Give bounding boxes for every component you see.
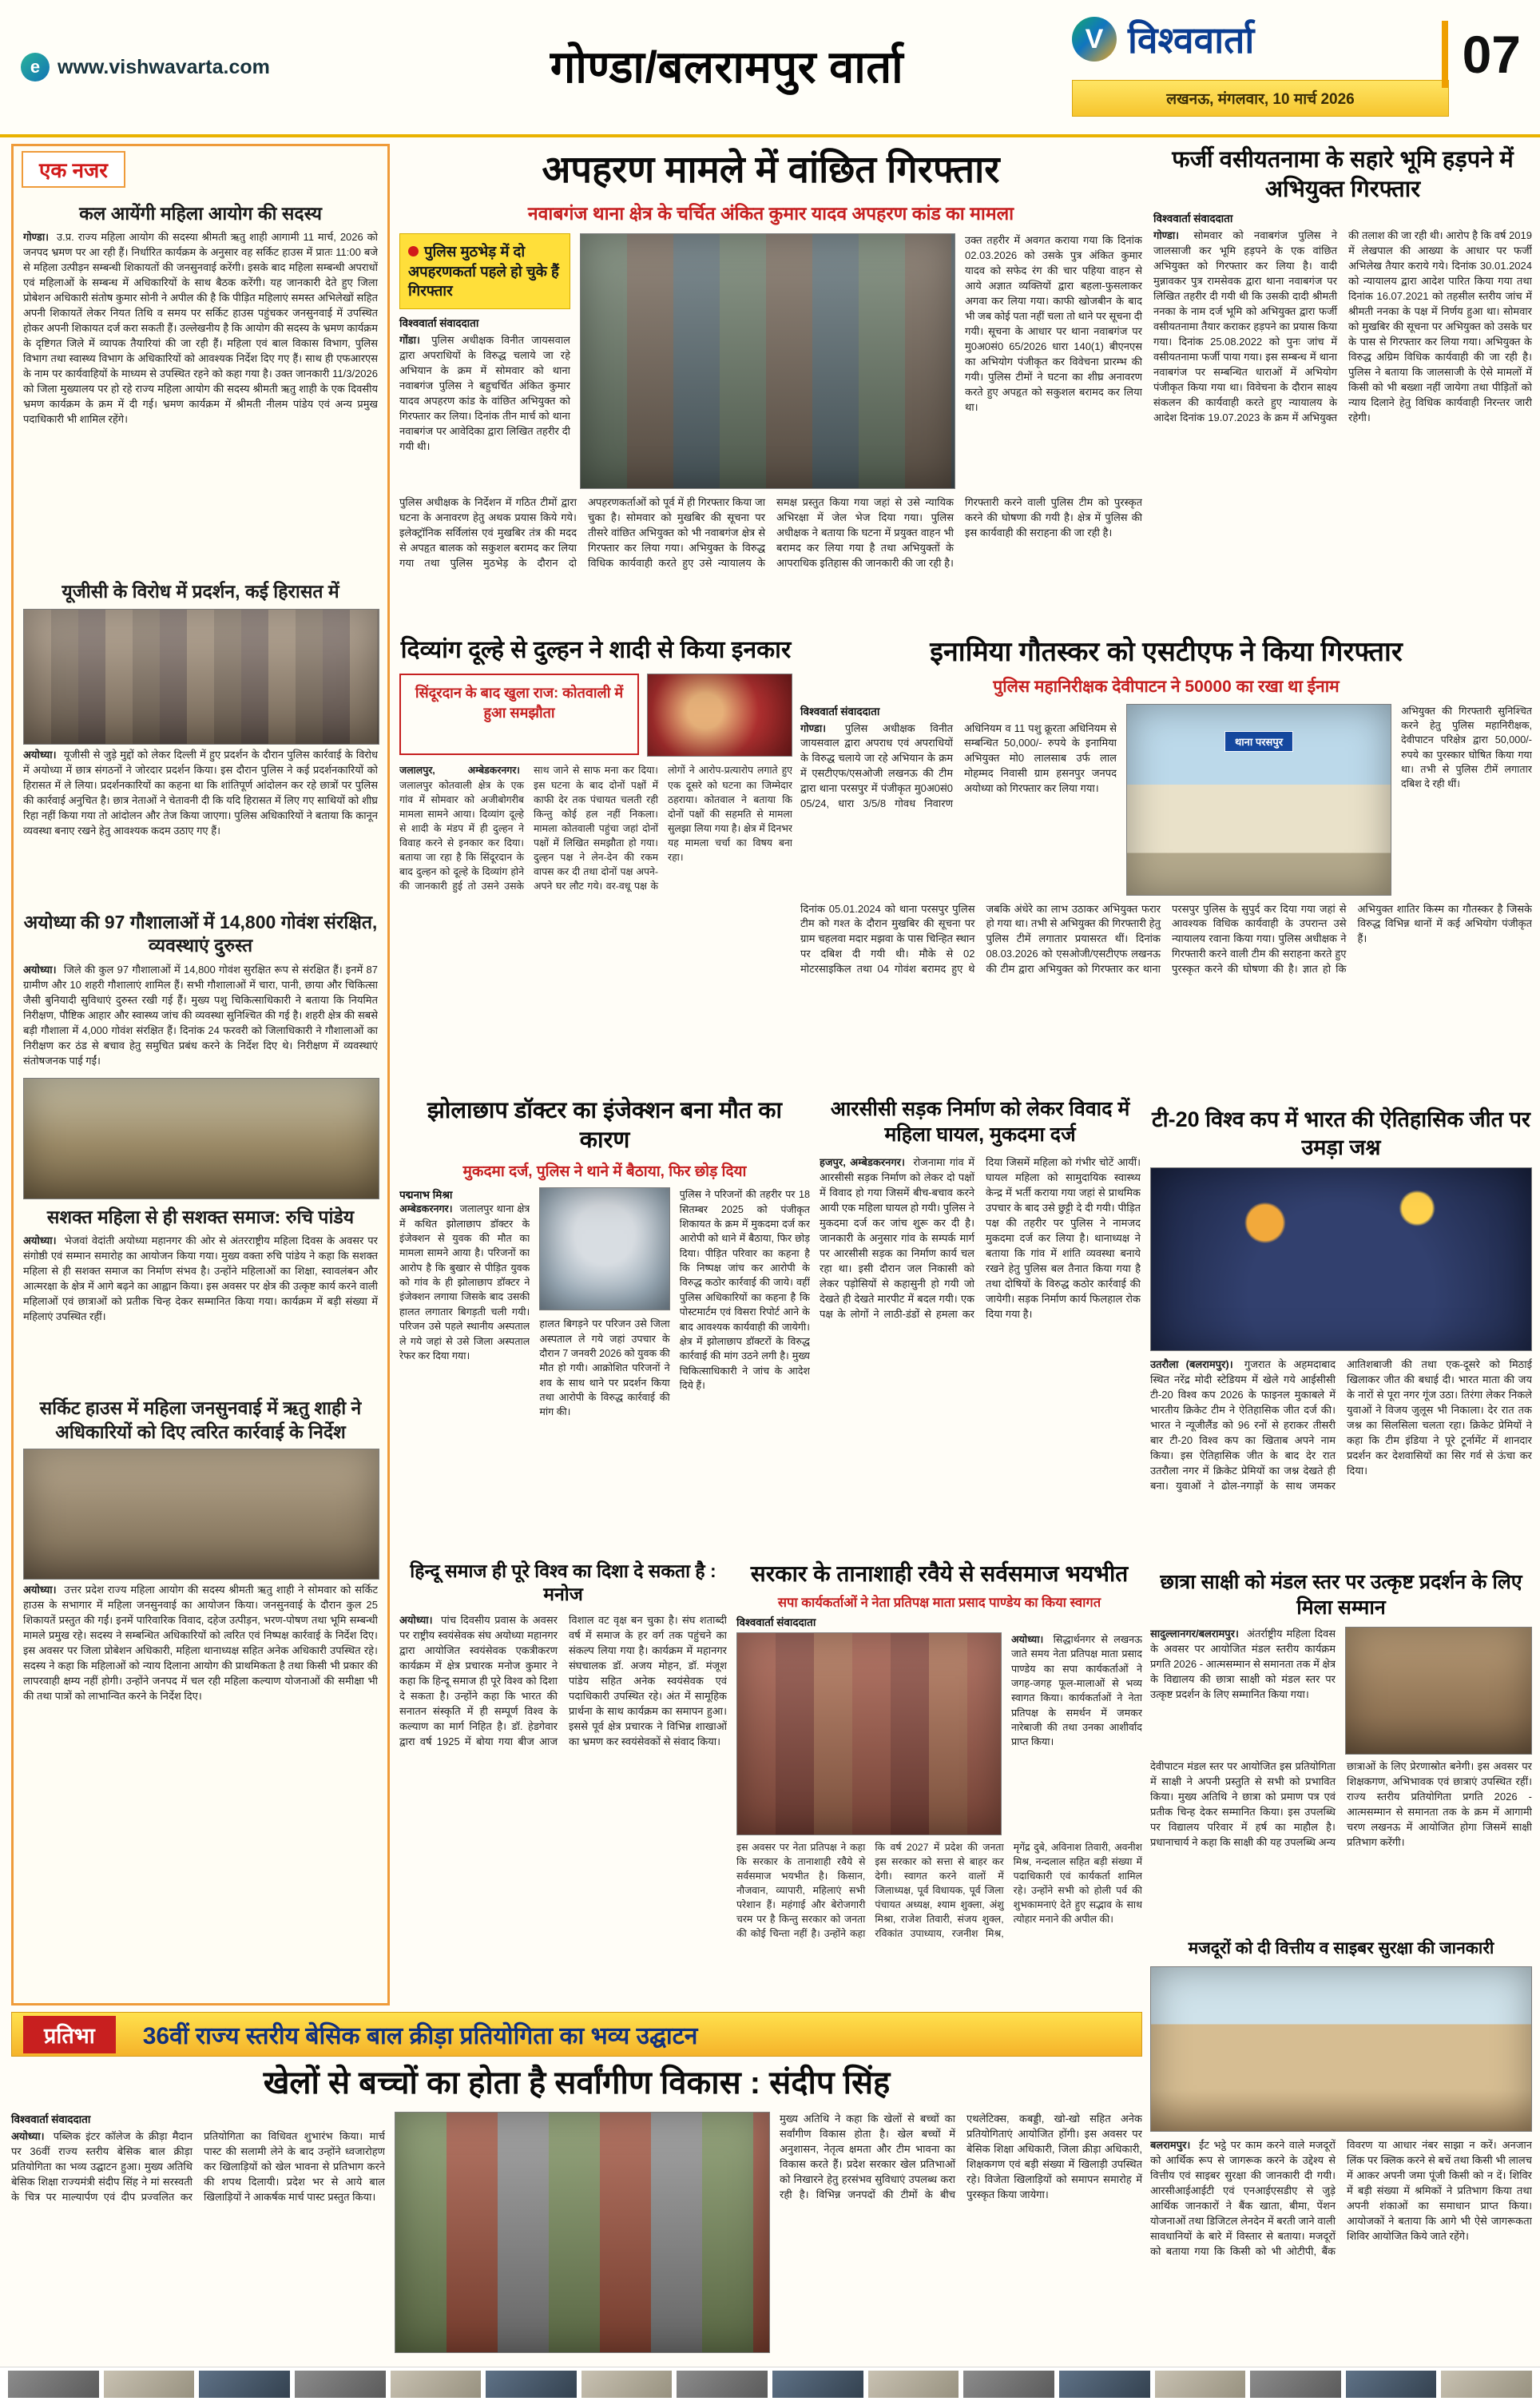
- body-text: अभियुक्त की गिरफ्तारी सुनिश्चित करने हेतु पुलिस महानिरीक्षक, देवीपाटन परिक्षेत्र द्वारा 50,000/- रुपये का पुरस्कार घोषित किया गया था। तभी से पुलिस टीमें लगातार दबिश दे रही थीं।: [1401, 705, 1532, 790]
- byline: विश्ववार्ता संवाददाता: [1153, 213, 1233, 225]
- masthead-title: गोण्डा/बलरामपुर वार्ता: [550, 42, 904, 92]
- article-headline: फर्जी वसीयतनामा के सहारे भूमि हड़पने में अभियुक्त गिरफ्तार: [1172, 147, 1514, 203]
- dateline: अम्बेडकरनगर।: [399, 1203, 453, 1215]
- body-text: यूजीसी से जुड़े मुद्दों को लेकर दिल्ली में हुए प्रदर्शन के दौरान पुलिस कार्रवाई के विरोध में अयोध्या में छात्र संगठनों ने जोरदार प्रदर्शन किया। इस दौरान पुलिस ने कई प्रदर्शनकारियों को हिरासत में ले लिया। प्रदर्शनकारियों का कहना था कि शांतिपूर्ण आंदोलन कर रहे छात्रों पर पुलिस की कार्रवाई अनुचित है। छात्र नेताओं ने चेतावनी दी कि यदि हिरासत में लिए गए साथियों को शीघ्र रिहा नहीं किया गया तो आंदोलन और तेज किया जाएगा। पुलिस अधिकारियों ने बताया कि कानून व्यवस्था बनाए रखने हेतु आवश्यक कदम उठाए गए हैं।: [23, 748, 378, 837]
- body-text: जिले की कुल 97 गौशालाओं में 14,800 गोवंश सुरक्षित रूप से संरक्षित हैं। इनमें 87 ग्रामीण और 10 शहरी गौशालाएं शामिल हैं। सभी गौशालाओं में चारा, पानी, छाया और चिकित्सा जैसी बुनियादी सुविधाएं दुरुस्त रखी गई हैं। मुख्य पशु चिकित्साधिकारी ने बताया कि नियमित निरीक्षण, पौष्टिक आहार और स्वास्थ्य जांच की व्यवस्था सुनिश्चित की गई है। शहरी क्षेत्र की सबसे बड़ी गौशाला में 4,000 गोवंश संरक्षित हैं। दिनांक 24 फरवरी को जिलाधिकारी ने गौशालाओं का निरीक्षण कर ठंड से बचाव हेतु समुचित प्रबंध करने के निर्देश दिए थे। निरीक्षण में व्यवस्थाएं संतोषजनक पाई गईं।: [23, 963, 378, 1067]
- brief-headline: यूजीसी के विरोध में प्रदर्शन, कई हिरासत में: [62, 581, 339, 602]
- body-text: ईंट भट्ठे पर काम करने वाले मजदूरों को आर्थिक रूप से जागरूक करने के उद्देश्य से वित्तीय एवं साइबर सुरक्षा की जानकारी दी गयी। आरसीआईआईटी एवं एनआईएसडीए से जुड़े आर्थिक जानकारों ने बैंक खाता, बीमा, पेंशन योजनाओं तथा डिजिटल लेनदेन में बरती जाने वाली सावधानियों के बारे में विस्तार से बताया। मजदूरों को बताया गया कि किसी को भी ओटीपी, बैंक विवरण या आधार नंबर साझा न करें। अनजान लिंक पर क्लिक करने से बचें तथा किसी भी लालच में आकर अपनी जमा पूंजी किसी को न दें। शिविर में बड़ी संख्या में श्रमिकों ने प्रतिभाग किया तथा अपनी शंकाओं का समाधान प्राप्त किया। आयोजकों ने बताया कि आगे भी ऐसे जागरूकता शिविर आयोजित किये जाते रहेंगे।: [1150, 2138, 1532, 2257]
- article-body: पुलिस ने परिजनों की तहरीर पर 18 सितम्बर 2025 को पंजीकृत शिकायत के क्रम में मुकदमा दर्ज कर आरोपी को थाने में बैठाया, फिर छोड़ दिया। पीड़ित परिवार का कहना है कि निष्पक्ष जांच कर आरोपी के विरुद्ध कठोर कार्रवाई की जाये। वहीं पुलिस अधिकारियों का कहना है कि पोस्टमार्टम एवं विसरा रिपोर्ट आने के बाद आवश्यक कार्यवाही की जायेगी। क्षेत्र में झोलाछाप डॉक्टरों के विरुद्ध कार्रवाई की मांग उठने लगी है। मुख्य चिकित्साधिकारी ने जांच के आदेश दिये हैं।: [679, 1189, 810, 1392]
- article-body: [1153, 229, 1532, 612]
- public-hearing-photo: [23, 1449, 379, 1580]
- article-sports-inauguration: [11, 2063, 1142, 2362]
- dateline: जलालपुर, अम्बेडकरनगर।: [399, 765, 520, 777]
- award-ceremony-photo: [1345, 1627, 1532, 1755]
- article-body: [11, 2129, 385, 2350]
- highlight-text: पुलिस मुठभेड़ में दो अपहरणकर्ता पहले हो चुके हैं गिरफ्तार: [408, 243, 559, 299]
- dateline: उतरौला (बलरामपुर)।: [1150, 1358, 1233, 1371]
- page-number: 07: [1442, 21, 1527, 88]
- body-text: रोजनामा गांव में आरसीसी सड़क निर्माण को लेकर दो पक्षों में विवाद हो गया जिसमें बीच-बचाव करने आयी एक महिला घायल हो गयी। पुलिस ने मुकदमा दर्ज कर जांच शु्रू कर दी है। जानकारी के अनुसार गांव के सम्पर्क मार्ग पर आरसीसी सड़क का निर्माण कार्य चल रहा था। इसी दौरान जल निकासी को लेकर पड़ोसियों से कहासुनी हो गयी जो देखते ही देखते मारपीट में बदल गयी। एक पक्ष के लोगों ने लाठी-डंडों से हमला कर दिया जिसमें महिला को गंभीर चोटें आयीं। घायल महिला को सामुदायिक स्वास्थ्य केन्द्र में भर्ती कराया गया जहां से प्राथमिक उपचार के बाद उसे छुट्टी दे दी गयी। पीड़ित पक्ष की तहरीर पर पुलिस ने नामजद मुकदमा दर्ज कर लिया है। थानाध्यक्ष ने बताया कि गांव में शांति व्यवस्था बनाये रखने हेतु पुलिस बल तैनात किया गया है तथा दोषियों के विरुद्ध कठोर कार्रवाई की जायेगी। सड़क निर्माण कार्य फिलहाल रोक दिया गया है।: [820, 1156, 1141, 1320]
- strip-thumbnail: [677, 2371, 768, 2398]
- article-worker-awareness: [1150, 1938, 1532, 2359]
- byline: पद्मनाभ मिश्रा: [399, 1189, 453, 1202]
- dateline: अयोध्या।: [11, 2130, 45, 2143]
- article-subhead: मुकदमा दर्ज, पुलिस ने थाने में बैठाया, फिर छोड़ दिया: [462, 1163, 747, 1181]
- dateline: गोण्डा।: [1153, 229, 1180, 242]
- article-body: [23, 748, 378, 904]
- body-text: भेजवां वेदांती अयोध्या महानगर की ओर से अंतरराष्ट्रीय महिला दिवस के अवसर पर संगोष्ठी एवं सम्मान समारोह का आयोजन किया गया। मुख्य वक्ता रुचि पांडेय ने कहा कि सशक्त महिला से ही सशक्त समाज का निर्माण संभव है। उन्होंने महिलाओं का शिक्षा, स्वावलंबन और आत्मरक्षा के क्षेत्र में आगे बढ़ने का आह्वान किया। इस अवसर पर क्षेत्र की उत्कृष्ट कार्य करने वाली महिलाओं एवं छात्राओं को प्रतीक चिन्ह देकर सम्मानित किया गया। कार्यक्रम में बड़ी संख्या में महिलाएं उपस्थित रहीं।: [23, 1234, 378, 1323]
- station-signboard: थाना परसपुर: [1224, 731, 1293, 752]
- article-body: देवीपाटन मंडल स्तर पर आयोजित इस प्रतियोगिता में साक्षी ने अपनी प्रस्तुति से सभी को प्रभावित किया। मुख्य अतिथि ने छात्रा को प्रमाण पत्र एवं प्रतीक चिन्ह देकर सम्मानित किया। इस उपलब्धि पर विद्यालय परिवार में हर्ष का माहौल है। प्रधानाचार्य ने कहा कि साक्षी की यह उपलब्धि अन्य छात्राओं के लिए प्रेरणास्रोत बनेगी। इस अवसर पर शिक्षकगण, अभिभावक एवं छात्राएं उपस्थित रहीं। राज्य स्तरीय प्रतियोगिता प्रगति 2026 - आत्मसम्मान से समानता तक के क्रम में आगामी चरण लखनऊ में आयोजित होगा जिसमें साक्षी प्रतिभाग करेंगी।: [1150, 1760, 1532, 1848]
- section-label-ek-najar: एक नजर: [22, 151, 125, 188]
- article-body: [399, 1202, 530, 1534]
- article-headline: छात्रा साक्षी को मंडल स्तर पर उत्कृष्ट प्रदर्शन के लिए मिला सम्मान: [1160, 1571, 1522, 1619]
- bullet-icon: [408, 246, 419, 256]
- body-text: उत्तर प्रदेश राज्य महिला आयोग की सदस्य श्रीमती ऋतु शाही ने सोमवार को सर्किट हाउस के सभागार में महिला जनसुनवाई का आयोजन किया। जनसुनवाई के दौरान कुल 25 शिकायतें प्रस्तुत की गईं। इनमें पारिवारिक विवाद, दहेज उत्पीड़न, भरण-पोषण तथा भूमि सम्बन्धी मामले प्रमुख रहे। सदस्य ने सम्बन्धित अधिकारियों को त्वरित एवं निष्पक्ष कार्रवाई के निर्देश दिए। इस अवसर पर जिला प्रोबेशन अधिकारी, महिला थानाध्यक्ष सहित अनेक अधिकारी उपस्थित रहे। सदस्य ने कहा कि महिलाओं को न्याय दिलाना आयोग की प्राथमिकता है तथा किसी भी प्रकार की लापरवाही क्षम्य नहीं होगी। उन्होंने जनपद में चल रही महिला कल्याण योजनाओं की समीक्षा भी की तथा पात्रों को लाभान्वित करने के निर्देश दिए।: [23, 1584, 378, 1702]
- brief-headline: सर्किट हाउस में महिला जनसुनवाई में ऋतु शाही ने अधिकारियों को दिए त्वरित कार्रवाई के निर्देश: [39, 1397, 362, 1442]
- article-body: [399, 763, 792, 1051]
- dateline: बलरामपुर।: [1150, 2138, 1191, 2151]
- article-headline: मजदूरों को दी वित्तीय व साइबर सुरक्षा की जानकारी: [1188, 1939, 1494, 1958]
- brief-headline: अयोध्या की 97 गौशालाओं में 14,800 गोवंश संरक्षित, व्यवस्थाएं दुरुस्त: [23, 911, 378, 956]
- kicker-box: सिंदूरदान के बाद खुला राज: कोतवाली में हुआ समझौता: [399, 674, 639, 755]
- inauguration-lamp-photo: [395, 2112, 770, 2353]
- brief-circuit-house-hearing: [23, 1397, 378, 1870]
- body-text: जलालपुर थाना क्षेत्र में कथित झोलाछाप डॉक्टर के इंजेक्शन से युवक की मौत का मामला सामने आया है। परिजनों का आरोप है कि बुखार से पीड़ित युवक को गांव के ही झोलाछाप डॉक्टर ने इंजेक्शन लगाया जिसके बाद उसकी हालत लगातार बिगड़ती चली गयी। परिजन उसे पहले स्थानीय अस्पताल ले गये जहां से उसे जिला अस्पताल रेफर कर दिया गया।: [399, 1203, 530, 1361]
- body-text: जलालपुर कोतवाली क्षेत्र के एक गांव में सोमवार को अजीबोगरीब मामला सामने आया। दिव्यांग दूल्हे से शादी के मंडप में ही दुल्हन ने विवाह करने से इनकार कर दिया। बताया जा रहा है कि सिंदूरदान के बाद दुल्हन को दूल्हे के दिव्यांग होने की जानकारी हुई तो उसने उसके साथ जाने से साफ मना कर दिया। इस घटना के बाद दोनों पक्षों में काफी देर तक पंचायत चलती रही किन्तु कोई हल नहीं निकला। मामला कोतवाली पहुंचा जहां दोनों पक्षों में लिखित समझौता हो गया। दुल्हन पक्ष ने लेन-देन की रकम वापस कर दी तथा दोनों पक्ष अपने-अपने घर लौट गये। वर-वधू पक्ष के लोगों ने आरोप-प्रत्यारोप लगाते हुए एक दूसरे को घटना का जिम्मेदार ठहराया। कोतवाल ने बताया कि दोनों पक्षों की सहमति से मामला सुलझा लिया गया है। क्षेत्र में दिनभर यह मामला चर्चा का विषय बना रहा।: [399, 765, 792, 892]
- brief-women-empowerment: [23, 1206, 378, 1390]
- dateline: अयोध्या।: [23, 1584, 57, 1596]
- article-body: [23, 1234, 378, 1390]
- article-headline: सरकार के तानाशाही रवैये से सर्वसमाज भयभीत: [750, 1561, 1129, 1586]
- night-celebration-photo: [1150, 1167, 1532, 1351]
- edition-dateline: लखनऊ, मंगलवार, 10 मार्च 2026: [1072, 80, 1449, 117]
- dateline: अयोध्या।: [1011, 1633, 1044, 1645]
- article-subhead: पुलिस महानिरीक्षक देवीपाटन ने 50000 का रखा था ईनाम: [993, 677, 1340, 696]
- article-headline: आरसीसी सड़क निर्माण को लेकर विवाद में महिला घायल, मुकदमा दर्ज: [830, 1098, 1130, 1146]
- article-subhead: सपा कार्यकर्ताओं ने नेता प्रतिपक्ष माता प्रसाद पाण्डेय का किया स्वागत: [777, 1595, 1101, 1610]
- article-headline: खेलों से बच्चों का होता है सर्वांगीण विकास : संदीप सिंह: [263, 2065, 891, 2101]
- article-sakshi-award: [1150, 1569, 1532, 1929]
- article-hindu-samaj: [399, 1560, 727, 2004]
- article-headline: दिव्यांग दूल्हे से दुल्हन ने शादी से किया इनकार: [400, 637, 792, 663]
- strip-thumbnail: [1155, 2371, 1246, 2398]
- article-body: हालत बिगड़ने पर परिजन उसे जिला अस्पताल ले गये जहां उपचार के दौरान 7 जनवरी 2026 को युवक की मौत हो गयी। आक्रोशित परिजनों ने शव के साथ थाने पर प्रदर्शन किया तथा आरोपी के विरुद्ध कार्रवाई की मांग की।: [539, 1318, 670, 1418]
- strip-thumbnail: [199, 2371, 290, 2398]
- police-station-photo: [1126, 704, 1391, 896]
- vishwavarta-globe-logo: e: [21, 53, 50, 81]
- body-text: सोमवार को नवाबगंज पुलिस ने जालसाजी कर भूमि हड़पने के एक वांछित अभियुक्त को गिरफ्तार कर लिया है। वादी मुन्नावकर पुत्र रामसेवक द्वारा थाना नवाबगंज पर लिखित तहरीर दी गयी थी कि उसकी दादी श्रीमती ननका के नाम दर्ज भूमि को अभियुक्त द्वारा फर्जी वसीयतनामा तैयार कराकर हड़पने का प्रयास किया गया। दिनांक 25.08.2022 को पुनः जांच में वसीयतनामा फर्जी पाया गया। इस सम्बन्ध में थाना नवाबगंज पर सम्बन्धित धाराओं में अभियोग पंजीकृत किया गया था। विवेचना के दौरान साक्ष्य संकलन की कार्यवाही करते हुए न्यायालय के आदेश दिनांक 19.07.2023 के क्रम में अभियुक्त की तलाश की जा रही थी। आरोप है कि वर्ष 2019 में लेखपाल की आख्या के आधार पर फर्जी अभिलेख तैयार कराये गये। दिनांक 30.01.2024 को न्यायालय द्वारा आदेश पारित किया गया तथा दिनांक 16.07.2021 को तहसील स्तरीय जांच में श्रीमती ननका के पक्ष में निर्णय हुआ था। सोमवार को मुखबिर की सूचना पर अभियुक्त को उसके घर के पास से गिरफ्तार कर लिया गया। अभियुक्त के विरुद्ध अग्रिम विधिक कार्यवाही की जा रही है। पुलिस ने बताया कि जालसाजी के ऐसे मामलों में किसी को भी बख्शा नहीं जायेगा तथा पीड़ितों को न्याय दिलाने हेतु विधिक कार्यवाही निरन्तर जारी रहेगी।: [1153, 229, 1532, 423]
- highlight-box: [399, 233, 570, 309]
- article-headline: झोलाछाप डॉक्टर का इंजेक्शन बना मौत का कारण: [427, 1098, 783, 1154]
- byline: विश्ववार्ता संवाददाता: [11, 2113, 91, 2126]
- protest-crowd-photo: [23, 609, 379, 745]
- brief-gaushala: [23, 911, 378, 1199]
- article-forged-will: [1153, 145, 1532, 625]
- dateline: सादुल्लानगर/बलरामपुर।: [1150, 1628, 1239, 1640]
- dateline: अयोध्या।: [23, 1234, 57, 1247]
- body-text: पब्लिक इंटर कॉलेज के क्रीड़ा मैदान पर 36वीं राज्य स्तरीय बेसिक बाल क्रीड़ा प्रतियोगिता का भव्य उद्घाटन हुआ। मुख्य अतिथि बेसिक शिक्षा राज्यमंत्री संदीप सिंह ने मां सरस्वती के चित्र पर माल्यार्पण एवं दीप प्रज्वलित कर प्रतियोगिता का विधिवत शुभारंभ किया। मार्च पास्ट की सलामी लेने के बाद उन्होंने ध्वजारोहण कर खिलाड़ियों को खेल भावना से प्रतिभाग करने की शपथ दिलायी। प्रदेश भर से आये बाल खिलाड़ियों ने आकर्षक मार्च पास्ट प्रस्तुत किया।: [11, 2130, 385, 2204]
- article-body: [23, 1583, 378, 1870]
- strip-thumbnail: [1441, 2371, 1532, 2398]
- page-header: [0, 0, 1540, 137]
- welcome-garland-photo: [736, 1632, 1002, 1835]
- brick-kiln-workers-photo: [1150, 1966, 1532, 2132]
- strip-thumbnail: [391, 2371, 482, 2398]
- strip-thumbnail: [581, 2371, 673, 2398]
- body-text: पुलिस अधीक्षक विनीत जायसवाल द्वारा अपराध एवं अपराधियों के विरुद्ध चलाये जा रहे अभियान के क्रम में एसटीएफ/एसओजी लखनऊ की टीम द्वारा थाना परसपुर में पंजीकृत मु0अ0सं0 05/24, धारा 3/5/8 गोवध निवारण अधिनियम व 11 पशु क्रूरता अधिनियम से सम्बन्धित 50,000/- रुपये के इनामिया अभियुक्त मो0 लालसाब उर्फ लाल मोहम्मद निवासी ग्राम हसनपुर जनपद अयोध्या को गिरफ्तार कर लिया गया।: [800, 721, 1117, 810]
- article-body: [23, 230, 378, 574]
- dateline: अयोध्या।: [23, 963, 57, 976]
- article-rcc-road-dispute: [820, 1096, 1141, 1553]
- article-headline: इनामिया गौतस्कर को एसटीएफ ने किया गिरफ्तार: [930, 637, 1403, 667]
- body-text: उ.प्र. राज्य महिला आयोग की सदस्या श्रीमती ऋतु शाही आगामी 11 मार्च, 2026 को जनपद भ्रमण पर आ रही हैं। निर्धारित कार्यक्रम के अनुसार वह सर्किट हाउस में प्रातः 11:00 बजे से महिला उत्पीड़न सम्बन्धी शिकायतों की जनसुनवाई करेंगी। इसके बाद महिला सम्बन्धी अपराधों एवं महिलाओं के सम्बन्ध में अधिकारियों के साथ बैठक करेंगी। यह जानकारी देते हुए जिला प्रोबेशन अधिकारी संतोष कुमार सोनी ने अपील की है कि पीड़ित महिलाएं समस्त अभिलेखों सहित अपनी शिकायतें लेकर नियत तिथि व समय पर सर्किट हाउस पहुंचकर जनसुनवाई में उपस्थित होकर अपनी शिकायत दर्ज करा सकती हैं। उल्लेखनीय है कि आयोग की सदस्य के भ्रमण कार्यक्रम के दृष्टिगत जिले में व्यापक तैयारियां की जा रही हैं। महिला एवं बाल विकास विभाग, पुलिस विभाग तथा स्वास्थ्य विभाग के अधिकारियों को आवश्यक निर्देश दिए गए हैं। साथ ही एफआरएस के नाम पर कार्यवाहियों के माध्यम से उपस्थित रहने को कहा गया है। उक्त जानकारी 11/3/2026 को जिला मुख्यालय पर हो रहे राज्य महिला आयोग की सदस्य श्रीमती ऋतु शाही के एक दिवसीय भ्रमण कार्यक्रम के क्रम में दी गई। भ्रमण कार्यक्रम में श्रीमती नीलम पांडेय एवं अन्य प्रमुख पदाधिकारी भी शामिल रहेंगे।: [23, 231, 378, 426]
- article-t20-celebration: [1150, 1106, 1532, 1553]
- byline: विश्ववार्ता संवाददाता: [800, 705, 880, 718]
- article-body: [1150, 1358, 1532, 1541]
- article-body: पुलिस अधीक्षक के निर्देशन में गठित टीमों द्वारा घटना के अनावरण हेतु अथक प्रयास किये गये। इलेक्ट्रॉनिक सर्विलांस एवं मुखबिर तंत्र की मदद से अपहृत बालक को सकुशल बरामद कर लिया गया तथा पुलिस मुठभेड़ के दौरान दो अपहरणकर्ताओं को पूर्व में ही गिरफ्तार किया जा चुका है। सोमवार को मुखबिर की सूचना पर तीसरे वांछित अभियुक्त को भी नवाबगंज क्षेत्र से गिरफ्तार कर लिया गया। अभियुक्त के विरुद्ध विधिक कार्यवाही करते हुए उसे न्यायालय के समक्ष प्रस्तुत किया गया जहां से उसे न्यायिक अभिरक्षा में जेल भेज दिया गया। पुलिस अधीक्षक ने बताया कि घटना में प्रयुक्त वाहन भी बरामद कर लिया गया है तथा अभियुक्तों के आपराधिक इतिहास की जानकारी की जा रही है। गिरफ्तारी करने वाली पुलिस टीम को पुरस्कृत करने की घोषणा की गयी है। क्षेत्र में पुलिस की इस कार्यवाही की सराहना की जा रही है।: [399, 496, 1142, 570]
- gaushala-cattle-photo: [23, 1078, 379, 1199]
- body-text: पांच दिवसीय प्रवास के अवसर पर राष्ट्रीय स्वयंसेवक संघ अयोध्या महानगर द्वारा आयोजित स्वयंसेवक एकत्रीकरण कार्यक्रम में क्षेत्र प्रचारक मनोज कुमार ने कहा कि हिन्दू समाज ही पूरे विश्व को दिशा दे सकता है। उन्होंने कहा कि भारत की सनातन संस्कृति में ही सम्पूर्ण विश्व के कल्याण का मार्ग निहित है। डॉ. हेडगेवार द्वारा वर्ष 1925 में बोया गया बीज आज विशाल वट वृक्ष बन चुका है। संघ शताब्दी वर्ष में समाज के हर वर्ग तक पहुंचने का संकल्प लिया गया है। कार्यक्रम में महानगर संघचालक डॉ. अजय मोहन, डॉ. मंजूश पांडेय सहित अनेक स्वयंसेवक एवं पदाधिकारी उपस्थित रहे। अंत में सामूहिक प्रार्थना के साथ कार्यक्रम का समापन हुआ। इससे पूर्व क्षेत्र प्रचारक ने विभिन्न शाखाओं का भ्रमण कर स्वयंसेवकों से संवाद किया।: [399, 1613, 727, 1747]
- article-body: [965, 233, 1142, 487]
- strip-thumbnail: [868, 2371, 959, 2398]
- body-text: गुजरात के अहमदाबाद स्थित नरेंद्र मोदी स्टेडियम में खेले गये आईसीसी टी-20 विश्व कप 2026 के फाइनल मुकाबले में भारतीय क्रिकेट टीम ने ऐतिहासिक जीत दर्ज की। भारत ने न्यूजीलैंड को 96 रनों से हराकर तीसरी बार टी-20 विश्व कप का खिताब अपने नाम किया। इस ऐतिहासिक जीत के बाद देर रात उतरौला नगर में क्रिकेट प्रेमियों का जश्न देखते ही बना। युवाओं ने ढोल-नगाड़ों के साथ जमकर आतिशबाजी की तथा एक-दूसरे को मिठाई खिलाकर जीत की बधाई दी। भारत माता की जय के नारों से पूरा नगर गूंज उठा। तिरंगा लेकर निकले युवाओं ने विजय जुलूस भी निकाला। देर रात तक जश्न का सिलसिला चलता रहा। क्रिकेट प्रेमियों ने कहा कि टीम इंडिया ने पूरे टूर्नामेंट में शानदार प्रदर्शन कर देशवासियों का सिर गर्व से ऊंचा कर दिया।: [1150, 1358, 1532, 1492]
- byline: विश्ववार्ता संवाददाता: [736, 1616, 816, 1628]
- pratibha-band: [11, 2012, 1142, 2057]
- dateline: हजपुर, अम्बेडकरनगर।: [820, 1156, 905, 1168]
- dateline: गोण्डा।: [23, 231, 50, 244]
- article-divyang-groom: [399, 635, 792, 1087]
- deceased-youth-photo: [539, 1187, 669, 1310]
- strip-thumbnail: [486, 2371, 577, 2398]
- article-body: [1401, 704, 1532, 894]
- article-cattle-smuggler: [800, 635, 1532, 1087]
- article-body: मुख्य अतिथि ने कहा कि खेलों से बच्चों का सर्वांगीण विकास होता है। खेल बच्चों में अनुशासन, नेतृत्व क्षमता और टीम भावना का विकास करते हैं। प्रदेश सरकार खेल प्रतिभाओं को निखारने हेतु हरसंभव सुविधाएं उपलब्ध करा रही है। विभिन्न जनपदों की टीमों के बीच एथलेटिक्स, कबड्डी, खो-खो सहित अनेक प्रतियोगिताएं आयोजित होंगी। इस अवसर पर बेसिक शिक्षा अधिकारी, जिला क्रीड़ा अधिकारी, शिक्षकगण एवं बड़ी संख्या में खिलाड़ी उपस्थित रहे। विजेता खिलाड़ियों को समापन समारोह में पुरस्कृत किया जायेगा।: [780, 2113, 1142, 2201]
- article-headline: टी-20 विश्व कप में भारत की ऐतिहासिक जीत पर उमड़ा जश्न: [1152, 1107, 1530, 1159]
- brief-headline: कल आयेंगी महिला आयोग की सदस्य: [79, 203, 322, 224]
- article-body: [820, 1155, 1141, 1531]
- byline: विश्ववार्ता संवाददाता: [399, 317, 479, 330]
- body-text: उक्त तहरीर में अवगत कराया गया कि दिनांक 02.03.2026 को उसके पुत्र अंकित कुमार यादव को सफेद रंग की चार पहिया वाहन से आये अज्ञात व्यक्तियों द्वारा बहला-फुसलाकर अगवा कर लिया गया। काफी खोजबीन के बाद भी जब कोई पता नहीं चला तो थाने पर सूचना दी गयी। सूचना के आधार पर थाना नवाबगंज पर मु0अ0सं0 65/2026 धारा 140(1) बीएनएस का अभियोग पंजीकृत कर विवेचना प्रारम्भ की गयी। पुलिस टीमों ने घटना का शीघ्र अनावरण करते हुए अपहृत को सकुशल बरामद कर लिया था।: [965, 234, 1142, 413]
- brief-headline: सशक्त महिला से ही सशक्त समाज: रुचि पांडेय: [46, 1206, 355, 1227]
- article-body: [1011, 1632, 1142, 1834]
- body-text: पुलिस अधीक्षक विनीत जायसवाल द्वारा अपराधियों के विरुद्ध चलाये जा रहे अभियान के क्रम में सोमवार को थाना नवाबगंज पुलिस ने बहुचर्चित अंकित कुमार यादव अपहरण कांड के वांछित अभियुक्त को गिरफ्तार कर लिया। दिनांक तीन मार्च को थाना नवाबगंज पर आवेदिका द्वारा लिखित तहरीर दी गयी थी।: [399, 334, 570, 453]
- dateline: गोण्डा।: [800, 721, 827, 734]
- article-body: [1150, 2138, 1532, 2339]
- strip-thumbnail: [295, 2371, 386, 2398]
- body-text: अंतर्राष्ट्रीय महिला दिवस के अवसर पर आयोजित मंडल स्तरीय कार्यक्रम प्रगति 2026 - आत्मसम्मान से समानता तक में क्षेत्र के विद्यालय की छात्रा साक्षी को मंडल स्तर पर उत्कृष्ट प्रदर्शन के लिए सम्मानित किया गया।: [1150, 1628, 1336, 1700]
- article-body: दिनांक 05.01.2024 को थाना परसपुर पुलिस टीम को गश्त के दौरान मुखबिर की सूचना पर ग्राम चहलवा मदार मझवा के पास चिन्हित स्थान पर दबिश दी गयी थी। मौके से 02 मोटरसाइकिल तथा 04 गोवंश बरामद हुए थे जबकि अंधेरे का लाभ उठाकर अभियुक्त फरार हो गया था। तभी से अभियुक्त की गिरफ्तारी हेतु पुलिस टीमें लगातार प्रयासरत थीं। दिनांक 08.03.2026 को एसओजी/एसटीएफ लखनऊ की टीम द्वारा अभियुक्त को गिरफ्तार कर थाना परसपुर पुलिस के सुपुर्द कर दिया गया जहां से आवश्यक विधिक कार्यवाही के उपरान्त उसे न्यायालय रवाना किया गया। पुलिस अधीक्षक ने गिरफ्तारी करने वाली टीम की सराहना करते हुए पुरस्कृत करने की घोषणा की है। ज्ञात हो कि अभियुक्त शातिर किस्म का गौतस्कर है जिसके विरुद्ध विभिन्न थानों में कई अभियोग पंजीकृत हैं।: [800, 902, 1532, 976]
- article-headline: हिन्दू समाज ही पूरे विश्व का दिशा दे सकता है : मनोज: [410, 1560, 716, 1605]
- ek-najar-column: [11, 144, 390, 2005]
- band-headline: 36वीं राज्य स्तरीय बेसिक बाल क्रीड़ा प्रतियोगिता का भव्य उद्घाटन: [142, 2022, 698, 2049]
- police-arrest-photo: [580, 233, 955, 489]
- lead-deck: नवाबगंज थाना क्षेत्र के चर्चित अंकित कुमार यादव अपहरण कांड का मामला: [527, 203, 1014, 225]
- website-url: www.vishwavarta.com: [58, 55, 270, 78]
- article-body: इस अवसर पर नेता प्रतिपक्ष ने कहा कि सरकार के तानाशाही रवैये से सर्वसमाज भयभीत है। किसान, नौजवान, व्यापारी, महिलाएं सभी परेशान हैं। महंगाई और बेरोजगारी चरम पर है किन्तु सरकार को जनता की कोई चिन्ता नहीं है। उन्होंने कहा कि वर्ष 2027 में प्रदेश की जनता इस सरकार को सत्ता से बाहर कर देगी। स्वागत करने वालों में जिलाध्यक्ष, पूर्व विधायक, पूर्व जिला पंचायत अध्यक्ष, श्याम शुक्ला, अंशु मिश्रा, राजेश तिवारी, संजय शुक्ल, रविकांत उपाध्याय, रजनीश मिश्र, मृगेंद्र दुबे, अविनाश तिवारी, अवनीश मिश्र, नन्दलाल सहित बड़ी संख्या में पदाधिकारी एवं कार्यकर्ता शामिल रहे। उन्होंने सभी को होली पर्व की शुभकामनाएं देते हुए सद्भाव के साथ त्योहार मनाने की अपील की।: [736, 1841, 1142, 1940]
- bottom-image-strip: [0, 2367, 1540, 2401]
- dateline: अयोध्या।: [399, 1613, 433, 1626]
- strip-thumbnail: [104, 2371, 195, 2398]
- lead-headline: अपहरण मामले में वांछित गिरफ्तार: [542, 148, 1000, 190]
- article-body: [1150, 1627, 1336, 1753]
- band-label: प्रतिभा: [23, 2016, 116, 2053]
- wedding-photo: [647, 674, 792, 757]
- dateline: गोंडा।: [399, 334, 420, 347]
- article-body: [399, 1613, 727, 1997]
- brand-block: [1072, 14, 1254, 64]
- body-text: सिद्धार्थनगर से लखनऊ जाते समय नेता प्रतिपक्ष माता प्रसाद पाण्डेय का सपा कार्यकर्ताओं ने जगह-जगह फूल-मालाओं से भव्य स्वागत किया। कार्यकर्ताओं ने नेता प्रतिपक्ष के समर्थन में जमकर नारेबाजी की तथा उनका आशीर्वाद प्राप्त किया।: [1011, 1633, 1142, 1748]
- article-quack-doctor: [399, 1096, 810, 1553]
- website-url-block: [21, 53, 270, 81]
- article-body: [23, 963, 378, 1075]
- strip-thumbnail: [1346, 2371, 1437, 2398]
- strip-thumbnail: [1250, 2371, 1341, 2398]
- brief-women-commission: [23, 202, 378, 574]
- article-body: [800, 721, 1117, 888]
- brief-ugc-protest: [23, 580, 378, 904]
- strip-thumbnail: [963, 2371, 1054, 2398]
- article-kidnap-arrest: [399, 145, 1142, 625]
- vishwavarta-logo-icon: V: [1072, 17, 1117, 62]
- strip-thumbnail: [1059, 2371, 1150, 2398]
- strip-thumbnail: [8, 2371, 99, 2398]
- article-sp-leader-welcome: [736, 1560, 1142, 2004]
- brand-name: विश्ववार्ता: [1128, 19, 1255, 61]
- strip-thumbnail: [772, 2371, 863, 2398]
- dateline: अयोध्या।: [23, 748, 57, 761]
- article-body: [399, 333, 570, 487]
